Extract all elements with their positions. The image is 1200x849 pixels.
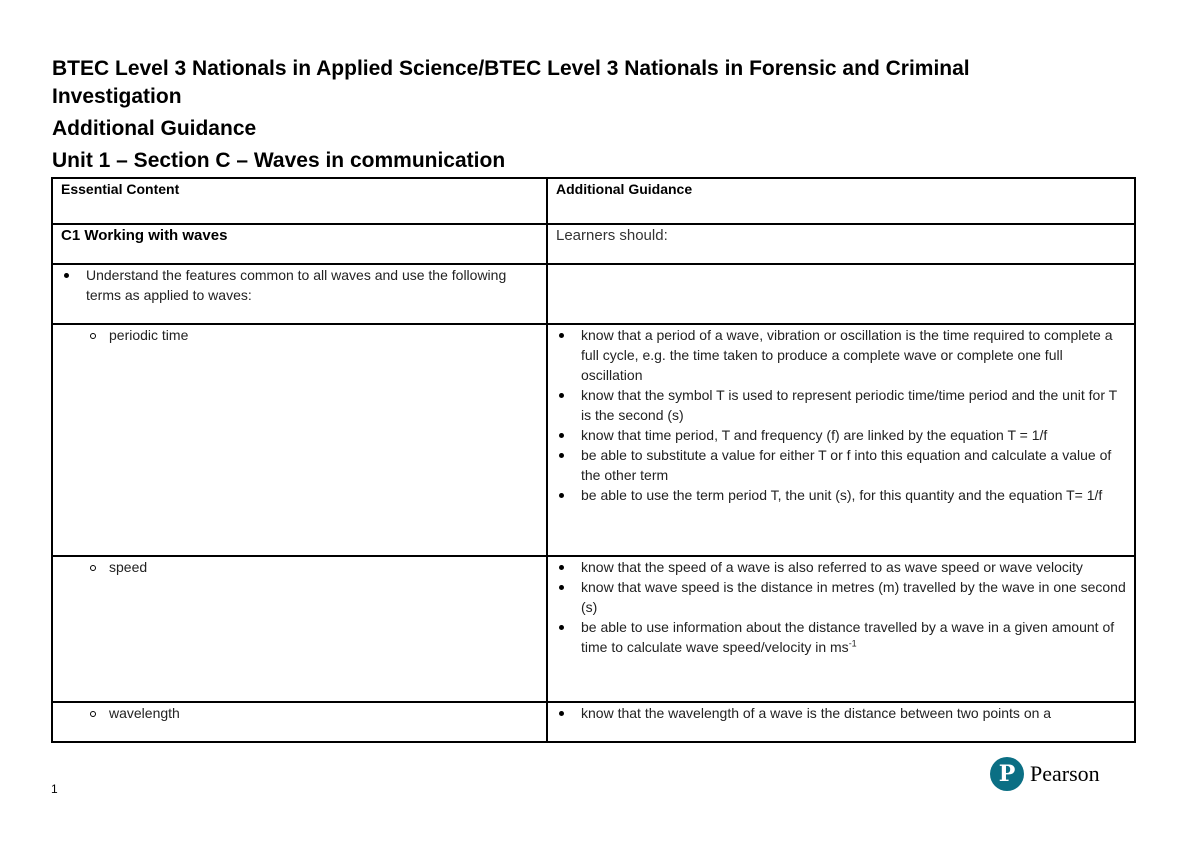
- list-item: know that wave speed is the distance in metres (m) travelled by the wave in one second (s): [556, 577, 1126, 617]
- document-title-line-1: BTEC Level 3 Nationals in Applied Science/BTEC Level 3 Nationals in Forensic and Criminal: [52, 57, 970, 80]
- list-item: know that time period, T and frequency (f) are linked by the equation T = 1/f: [556, 425, 1126, 445]
- section-row: [52, 224, 1135, 264]
- list-item: know that a period of a wave, vibration or oscillation is the time required to complete a full cycle, e.g. the time taken to produce a complete wave or complete one full oscillation: [556, 325, 1126, 385]
- list-item: know that the speed of a wave is also referred to as wave speed or wave velocity: [556, 557, 1126, 577]
- document-title-line-2: Investigation: [52, 85, 182, 108]
- column-header-additional-guidance: Additional Guidance: [547, 178, 1135, 224]
- list-item: be able to use the term period T, the unit (s), for this quantity and the equation T= 1/f: [556, 485, 1126, 505]
- pearson-p-icon: P: [990, 757, 1024, 791]
- unit-superscript: -1: [848, 638, 857, 649]
- guidance-list-speed: [556, 557, 1126, 657]
- table-row: [52, 264, 1135, 324]
- term-periodic-time: periodic time: [61, 325, 538, 345]
- section-title: C1 Working with waves: [61, 227, 228, 244]
- list-item: know that the symbol T is used to represent periodic time/time period and the unit for T is the second (s): [556, 385, 1126, 425]
- guidance-list-wavelength: [556, 703, 1126, 723]
- column-header-essential-content: Essential Content: [52, 178, 547, 224]
- table-row: [52, 702, 1135, 742]
- pearson-logo: [990, 756, 1100, 792]
- list-item: be able to substitute a value for either T or f into this equation and calculate a value of the other term: [556, 445, 1126, 485]
- term-wavelength: wavelength: [61, 703, 538, 723]
- pearson-wordmark: Pearson: [1030, 761, 1100, 786]
- table-row: [52, 324, 1135, 556]
- guidance-table: [51, 177, 1136, 743]
- document-subtitle: Additional Guidance: [52, 117, 257, 140]
- list-item: [556, 617, 1126, 657]
- guidance-list-periodic-time: [556, 325, 1126, 505]
- intro-item: Understand the features common to all waves and use the following terms as applied to waves:: [61, 265, 538, 305]
- list-item-text: be able to use information about the distance travelled by a wave in a given amount of time to calculate wave speed/velocity in ms: [581, 619, 1115, 655]
- page-number: 1: [51, 782, 58, 796]
- table-header-row: [52, 178, 1135, 224]
- section-lead: Learners should:: [556, 227, 668, 244]
- unit-heading: Unit 1 – Section C – Waves in communication: [52, 149, 506, 172]
- intro-list: [61, 265, 538, 305]
- term-speed: speed: [61, 557, 538, 577]
- table-row: [52, 556, 1135, 702]
- empty-cell: [547, 264, 1135, 324]
- list-item: know that the wavelength of a wave is the distance between two points on a: [556, 703, 1126, 723]
